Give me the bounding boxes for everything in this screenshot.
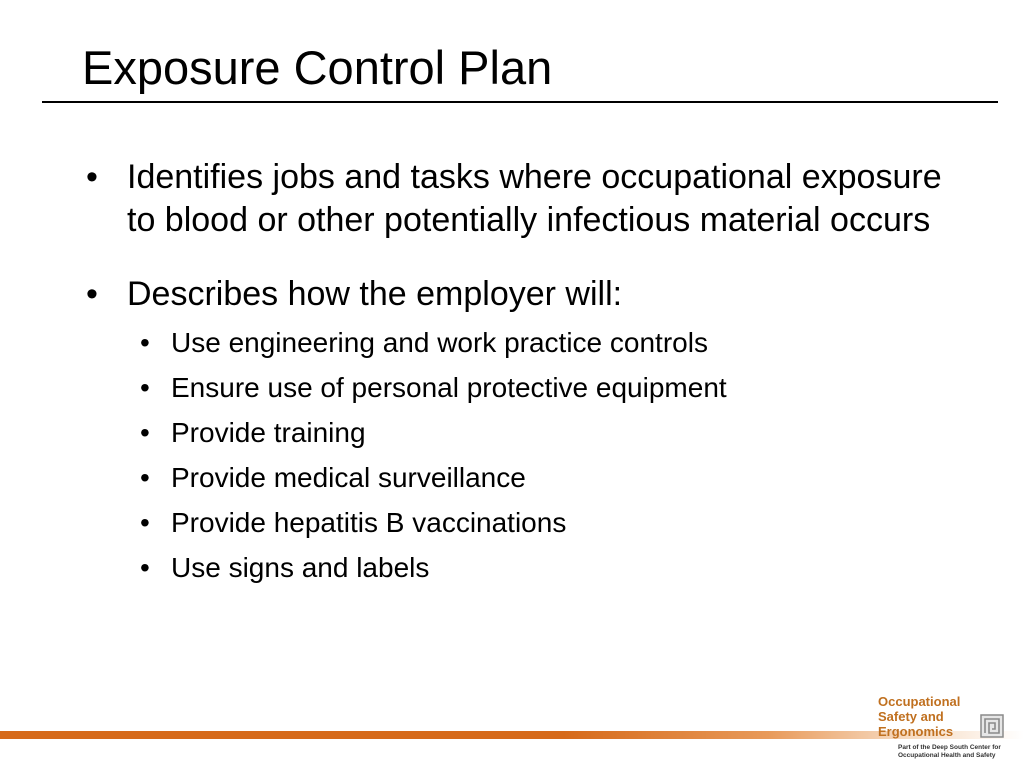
- logo-line: Safety and: [878, 709, 944, 724]
- sub-bullet-text: Use engineering and work practice controls: [171, 327, 708, 358]
- sub-bullet-item: [140, 500, 946, 545]
- sub-bullet-text: Provide hepatitis B vaccinations: [171, 507, 567, 538]
- logo-text: [878, 694, 960, 739]
- bullet-icon: •: [140, 372, 150, 403]
- bullet-icon: •: [140, 417, 150, 448]
- spiral-square-icon: [980, 714, 1004, 738]
- bullet-text: Identifies jobs and tasks where occupational exposure to blood or other potentially infectious material occurs: [127, 158, 942, 239]
- bullet-text: Describes how the employer will:: [127, 275, 623, 313]
- logo-line: Ergonomics: [878, 724, 954, 739]
- bullet-icon: •: [140, 462, 150, 493]
- bullet-icon: •: [140, 552, 150, 583]
- title-divider: [42, 101, 998, 103]
- sub-bullet-item: [140, 455, 946, 500]
- organization-logo: [878, 694, 1018, 764]
- sub-bullet-item: [140, 545, 946, 590]
- bullet-icon: •: [86, 275, 98, 313]
- logo-subtitle-line: Part of the Deep South Center for: [898, 744, 1001, 751]
- bullet-icon: •: [86, 158, 98, 196]
- logo-line: Occupational: [878, 694, 961, 709]
- sub-bullet-item: [140, 365, 946, 410]
- bullet-item: [86, 156, 946, 242]
- bullet-item: [86, 273, 946, 316]
- logo-subtitle: [898, 744, 1001, 760]
- sub-bullet-text: Provide medical surveillance: [171, 462, 526, 493]
- footer-accent-bar: [0, 731, 1024, 739]
- slide-content: [86, 156, 946, 590]
- sub-bullet-text: Provide training: [171, 417, 366, 448]
- bullet-icon: •: [140, 327, 150, 358]
- logo-subtitle-line: Occupational Health and Safety: [898, 752, 996, 759]
- sub-bullet-item: [140, 320, 946, 365]
- bullet-icon: •: [140, 507, 150, 538]
- sub-bullet-text: Use signs and labels: [171, 552, 430, 583]
- slide-title: Exposure Control Plan: [82, 41, 553, 94]
- sub-bullet-item: [140, 410, 946, 455]
- sub-bullet-text: Ensure use of personal protective equipment: [171, 372, 727, 403]
